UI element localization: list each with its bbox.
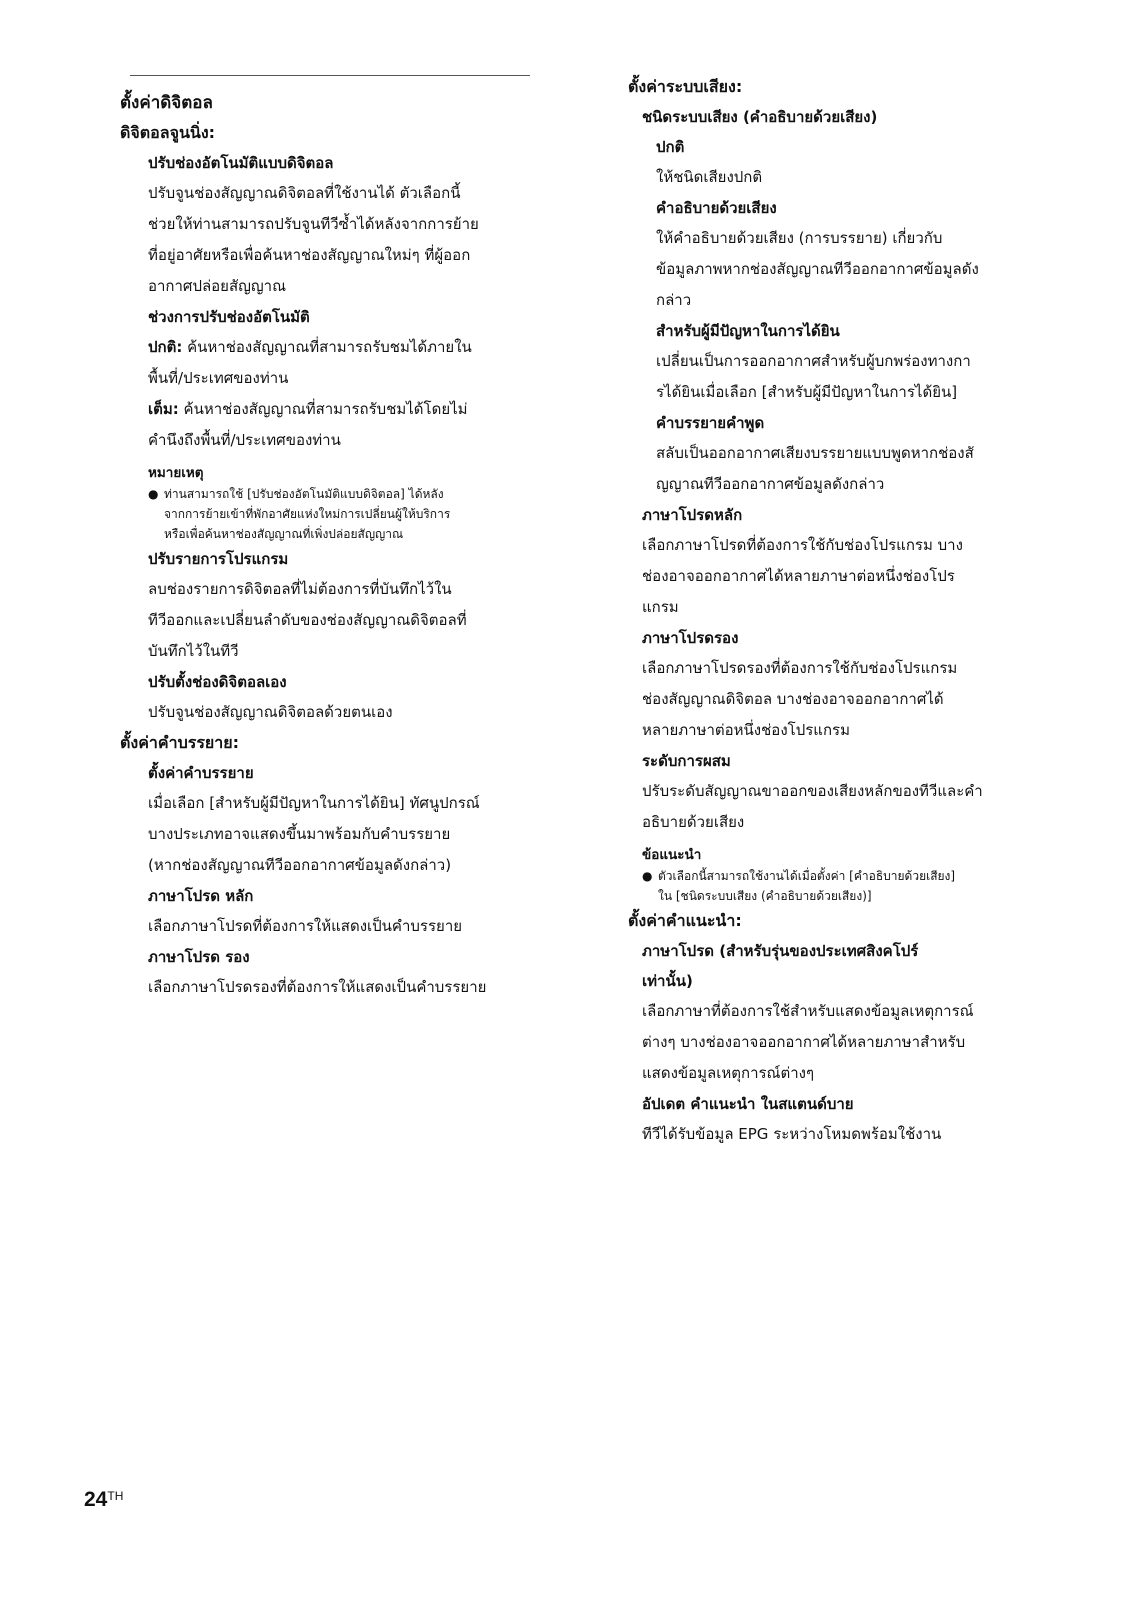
tip-line: ● ตัวเลือกนี้สามารถใช้งานได้เมื่อตั้งค่า [คำอธิบายด้วยเสียง] <box>642 866 1038 886</box>
left-column <box>120 88 540 1003</box>
secondary-language-line: เลือกภาษาโปรดรองที่ต้องการใช้กับช่องโปรแกรม <box>642 659 958 677</box>
mix-level-line: อธิบายด้วยเสียง <box>642 813 745 831</box>
subtitle-secondary-heading: ภาษาโปรด รอง <box>148 948 250 966</box>
note-title: หมายเหตุ <box>148 465 204 481</box>
audio-type-heading: ชนิดระบบเสียง (คำอธิบายด้วยเสียง) <box>642 108 878 126</box>
audio-description-line: ให้คำอธิบายด้วยเสียง (การบรรยาย) เกี่ยวกับ <box>656 229 943 247</box>
subtitle-setup-heading: ตั้งค่าคำบรรยาย: <box>120 733 240 752</box>
top-rule <box>130 75 530 76</box>
note-line: จากการย้ายเข้าที่พักอาศัยแห่งใหม่การเปลี่ยนผู้ให้บริการ <box>164 507 451 521</box>
guide-language-heading-2: เท่านั้น) <box>642 972 693 990</box>
audio-description-line: ข้อมูลภาพหากช่องสัญญาณทีวีออกอากาศข้อมูลดัง <box>656 260 979 278</box>
spoken-subtitle-heading: คำบรรยายคำพูด <box>656 414 765 432</box>
guide-language-line: แสดงข้อมูลเหตุการณ์ต่างๆ <box>642 1064 815 1082</box>
guide-language-line: เลือกภาษาที่ต้องการใช้สำหรับแสดงข้อมูลเหตุการณ์ <box>642 1002 974 1020</box>
audio-normal-heading: ปกติ <box>656 138 685 156</box>
subtitle-primary-line: เลือกภาษาโปรดที่ต้องการให้แสดงเป็นคำบรรยาย <box>148 917 463 935</box>
tip-title: ข้อแนะนำ <box>642 847 702 863</box>
manual-tuning-line: ปรับจูนช่องสัญญาณดิจิตอลด้วยตนเอง <box>148 703 393 721</box>
hearing-impaired-line: เปลี่ยนเป็นการออกอากาศสำหรับผู้บกพร่องทางกา <box>656 352 971 370</box>
manual-tuning-heading: ปรับตั้งช่องดิจิตอลเอง <box>148 673 287 691</box>
range-full-text: ค้นหาช่องสัญญาณที่สามารถรับชมได้โดยไม่ <box>178 400 468 418</box>
hearing-impaired-heading: สำหรับผู้มีปัญหาในการได้ยิน <box>656 322 840 340</box>
spoken-subtitle-line: สลับเป็นออกอากาศเสียงบรรยายแบบพูดหากช่องสั <box>656 444 974 462</box>
mix-level-line: ปรับระดับสัญญาณขาออกของเสียงหลักของทีวีและคำ <box>642 782 983 800</box>
range-normal-line <box>120 332 540 363</box>
bullet-icon: ● <box>642 869 653 883</box>
audio-description-line: กล่าว <box>656 291 692 309</box>
range-full-line-2: คำนึงถึงพื้นที่/ประเทศของท่าน <box>148 431 341 449</box>
subtitle-secondary-line: เลือกภาษาโปรดรองที่ต้องการให้แสดงเป็นคำบรรยาย <box>148 978 487 996</box>
tip-block <box>628 866 1038 906</box>
secondary-language-line: หลายภาษาต่อหนึ่งช่องโปรแกรม <box>642 721 850 739</box>
spoken-subtitle-line: ญญาณทีวีออกอากาศข้อมูลดังกล่าว <box>656 475 885 493</box>
secondary-language-heading: ภาษาโปรดรอง <box>642 629 739 647</box>
guide-update-heading: อัปเดต คำแนะนำ ในสแตนด์บาย <box>642 1095 854 1113</box>
program-edit-line: ทีวีออกและเปลี่ยนลำดับของช่องสัญญาณดิจิตอลที่ <box>148 611 467 629</box>
page-number <box>84 1488 123 1512</box>
program-edit-heading: ปรับรายการโปรแกรม <box>148 550 289 568</box>
program-edit-line: บันทึกไว้ในทีวี <box>148 642 239 660</box>
range-normal-line-2: พื้นที่/ประเทศของท่าน <box>148 369 289 387</box>
auto-tuning-line: ที่อยู่อาศัยหรือเพื่อค้นหาช่องสัญญาณใหม่ๆ ที่ผู้ออก <box>148 246 471 264</box>
subtitle-setting-line: บางประเภทอาจแสดงขึ้นมาพร้อมกับคำบรรยาย <box>148 825 451 843</box>
hearing-impaired-line: รได้ยินเมื่อเลือก [สำหรับผู้มีปัญหาในการได้ยิน] <box>656 383 958 401</box>
auto-tuning-line: ช่วยให้ท่านสามารถปรับจูนทีวีซ้ำได้หลังจากการย้าย <box>148 215 479 233</box>
secondary-language-line: ช่องสัญญาณดิจิตอล บางช่องอาจออกอากาศได้ <box>642 690 944 708</box>
tuning-range-heading: ช่วงการปรับช่องอัตโนมัติ <box>148 308 310 326</box>
auto-tuning-line: ปรับจูนช่องสัญญาณดิจิตอลที่ใช้งานได้ ตัวเลือกนี้ <box>148 184 461 202</box>
right-column <box>628 72 1038 1150</box>
page-number-suffix: TH <box>107 1489 124 1503</box>
primary-language-heading: ภาษาโปรดหลัก <box>642 506 743 524</box>
page-number-value: 24 <box>84 1488 108 1511</box>
subtitle-setting-line: (หากช่องสัญญาณทีวีออกอากาศข้อมูลดังกล่าว) <box>148 856 452 874</box>
digital-tuning-heading: ดิจิตอลจูนนิ่ง: <box>120 123 216 142</box>
audio-setup-heading: ตั้งค่าระบบเสียง: <box>628 77 743 96</box>
subtitle-primary-heading: ภาษาโปรด หลัก <box>148 887 254 905</box>
range-normal-text: ค้นหาช่องสัญญาณที่สามารถรับชมได้ภายใน <box>182 338 472 356</box>
subtitle-setting-line: เมื่อเลือก [สำหรับผู้มีปัญหาในการได้ยิน] ทัศนูปกรณ์ <box>148 794 480 812</box>
guide-update-line: ทีวีได้รับข้อมูล EPG ระหว่างโหมดพร้อมใช้งาน <box>642 1125 942 1143</box>
primary-language-line: ช่องอาจออกอากาศได้หลายภาษาต่อหนึ่งช่องโปร <box>642 567 955 585</box>
audio-normal-line: ให้ชนิดเสียงปกติ <box>656 168 763 186</box>
auto-tuning-line: อากาศปล่อยสัญญาณ <box>148 277 287 295</box>
guide-language-heading: ภาษาโปรด (สำหรับรุ่นของประเทศสิงคโปร์ <box>642 942 919 960</box>
range-full-line <box>120 394 540 425</box>
subtitle-setting-heading: ตั้งค่าคำบรรยาย <box>148 764 254 782</box>
primary-language-line: แกรม <box>642 598 679 616</box>
audio-description-heading: คำอธิบายด้วยเสียง <box>656 199 777 217</box>
program-edit-line: ลบช่องรายการดิจิตอลที่ไม่ต้องการที่บันทึกไว้ใน <box>148 580 452 598</box>
note-line: หรือเพื่อค้นหาช่องสัญญาณที่เพิ่งปล่อยสัญญาณ <box>164 527 404 541</box>
guide-setup-heading: ตั้งค่าคำแนะนำ: <box>628 911 742 930</box>
range-normal-label: ปกติ: <box>148 338 183 356</box>
guide-language-line: ต่างๆ บางช่องอาจออกอากาศได้หลายภาษาสำหรับ <box>642 1033 966 1051</box>
primary-language-line: เลือกภาษาโปรดที่ต้องการใช้กับช่องโปรแกรม บาง <box>642 536 963 554</box>
auto-tuning-heading: ปรับช่องอัตโนมัติแบบดิจิตอล <box>148 154 334 172</box>
note-block <box>120 484 540 544</box>
tip-line: ใน [ชนิดระบบเสียง (คำอธิบายด้วยเสียง)] <box>658 889 872 903</box>
bullet-icon: ● <box>148 487 159 501</box>
note-line: ● ท่านสามารถใช้ [ปรับช่องอัตโนมัติแบบดิจิตอล] ได้หลัง <box>148 484 540 504</box>
section-title-digital-setup: ตั้งค่าดิจิตอล <box>120 93 213 113</box>
range-full-label: เต็ม: <box>148 400 179 418</box>
mix-level-heading: ระดับการผสม <box>642 752 731 770</box>
